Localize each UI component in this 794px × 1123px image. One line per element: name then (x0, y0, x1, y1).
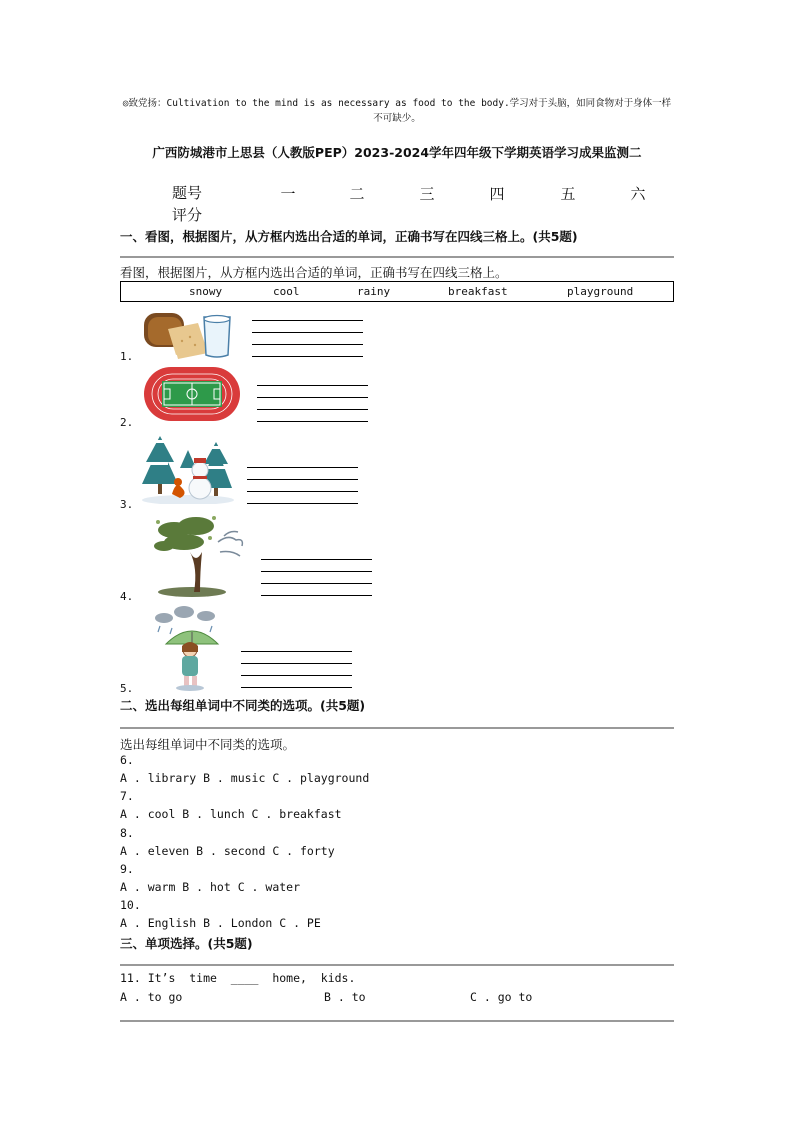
section-1-heading: 一、看图，根据图片，从方框内选出合适的单词，正确书写在四线三格上。(共5题) (120, 229, 578, 244)
question-options[interactable]: A . library B . music C . playground (120, 771, 370, 785)
score-col-6: 六 (630, 185, 646, 203)
question-options[interactable]: A . English B . London C . PE (120, 916, 321, 930)
windy-tree-image (154, 512, 246, 598)
score-col-3: 三 (419, 185, 435, 203)
question-stem: 11. It’s time ____ home, kids. (120, 971, 356, 985)
word-bank-item: rainy (357, 285, 391, 298)
word-bank-item: breakfast (448, 285, 508, 298)
question-options[interactable]: A . warm B . hot C . water (120, 880, 301, 894)
score-col-1: 一 (280, 185, 296, 203)
word-bank-box (120, 281, 674, 302)
section-3-heading: 三、单项选择。(共5题) (120, 936, 253, 951)
writing-lines[interactable] (252, 320, 363, 358)
option-a[interactable]: A . to go (120, 990, 183, 1004)
question-number: 7. (120, 789, 134, 803)
word-bank-item: snowy (189, 285, 223, 298)
question-number: 9. (120, 862, 134, 876)
score-col-5: 五 (560, 185, 576, 203)
section-2-heading: 二、选出每组单词中不同类的选项。(共5题) (120, 698, 366, 713)
snowy-scene-image (142, 432, 234, 504)
option-c[interactable]: C . go to (470, 990, 533, 1004)
score-col-2: 二 (349, 185, 365, 203)
item-number: 3. (120, 498, 134, 511)
question-number: 10. (120, 898, 141, 912)
question-options[interactable]: A . eleven B . second C . forty (120, 844, 335, 858)
writing-lines[interactable] (261, 559, 372, 597)
item-number: 4. (120, 590, 134, 603)
score-row-label-2: 评分 (172, 206, 203, 224)
writing-lines[interactable] (257, 385, 368, 423)
question-number: 8. (120, 826, 134, 840)
question-number: 6. (120, 753, 134, 767)
score-row-label: 题号 (172, 184, 203, 202)
section-2-instruction: 选出每组单词中不同类的选项。 (120, 737, 296, 752)
writing-lines[interactable] (241, 651, 352, 689)
word-bank-item: playground (567, 285, 634, 298)
option-b[interactable]: B . to (324, 990, 366, 1004)
divider (120, 1020, 674, 1022)
item-number: 5. (120, 682, 134, 695)
score-col-4: 四 (489, 185, 505, 203)
writing-lines[interactable] (247, 467, 358, 505)
divider (120, 964, 674, 966)
word-bank-item: cool (273, 285, 300, 298)
divider (120, 727, 674, 729)
question-options[interactable]: A . cool B . lunch C . breakfast (120, 807, 342, 821)
section-1-instruction: 看图，根据图片，从方框内选出合适的单词，正确书写在四线三格上。 (120, 265, 508, 280)
motto: ◎致党扬：Cultivation to the mind is as necessary as food to the body.学习对于头脑，如同食物对于身体一样不可缺少。 (122, 98, 672, 124)
bread-and-milk-image (140, 307, 240, 359)
divider (120, 256, 674, 258)
item-number: 1. (120, 350, 134, 363)
girl-umbrella-rain-image (152, 604, 224, 692)
page-title: 广西防城港市上思县（人教版PEP）2023-2024学年四年级下学期英语学习成果监测二 (152, 145, 642, 160)
playground-track-image (142, 365, 242, 423)
item-number: 2. (120, 416, 134, 429)
